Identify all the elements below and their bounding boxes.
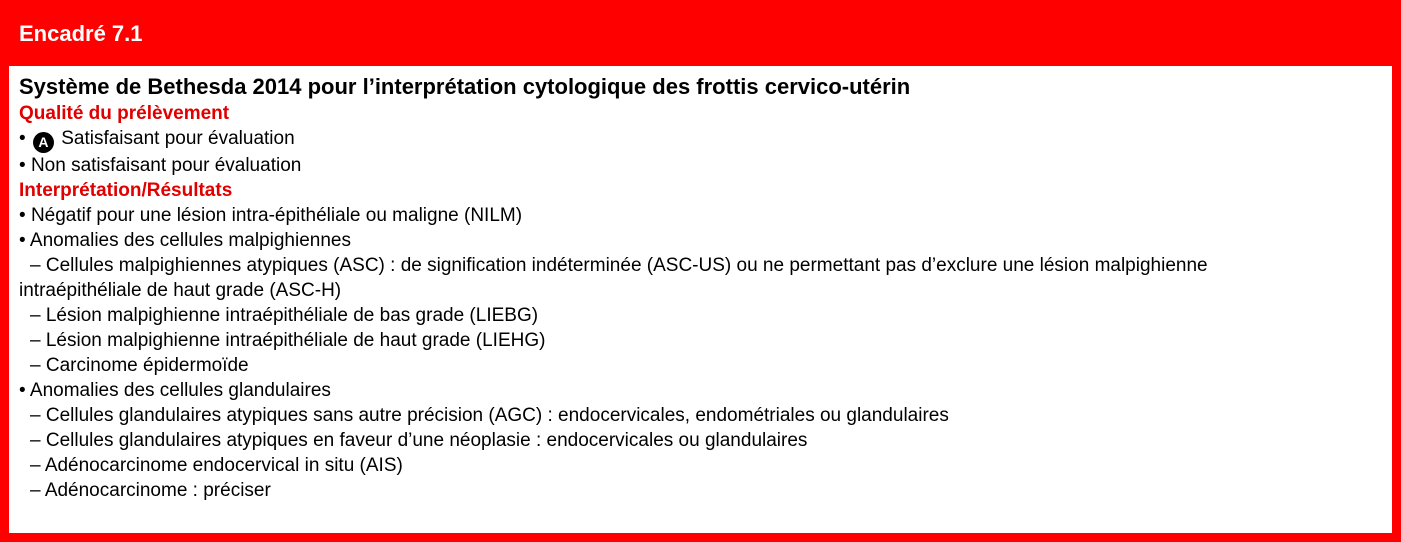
bullet: • (19, 155, 26, 176)
list-item (19, 378, 1392, 403)
sub-list-item (19, 253, 1329, 303)
sub-list-item-text: Carcinome épidermoïde (45, 355, 249, 376)
sub-list-item (19, 353, 1392, 378)
bullet: • (19, 230, 26, 251)
box-header (0, 0, 1401, 66)
sub-list-item-text: Adénocarcinome endocervical in situ (AIS) (44, 455, 403, 476)
dash: – (30, 330, 41, 351)
dash: – (30, 355, 41, 376)
sub-list-item (19, 303, 1392, 328)
list-item-text: Anomalies des cellules malpighiennes (29, 230, 351, 251)
list-item-text: Négatif pour une lésion intra-épithéliale ou maligne (NILM) (30, 205, 523, 226)
bullet: • (19, 128, 26, 149)
box-body (9, 66, 1392, 533)
sub-list-item (19, 453, 1392, 478)
box-label: Encadré 7.1 (19, 21, 143, 46)
sub-list-item-text: Cellules malpighiennes atypiques (ASC) : de signification indéterminée (ASC-US) ou ne permettant pas d’exclure une lésion malpighienne intraépithéliale de haut grade (ASC-H) (19, 255, 1208, 301)
list-item-text: Non satisfaisant pour évaluation (30, 155, 302, 176)
bullet: • (19, 205, 26, 226)
dash: – (30, 480, 41, 501)
list-item (19, 126, 1392, 153)
dash: – (30, 430, 41, 451)
list-item (19, 153, 1392, 178)
dash: – (30, 405, 41, 426)
dash: – (30, 255, 41, 276)
section-heading-interpretation: Interprétation/Résultats (19, 180, 233, 201)
sub-list-item-text: Cellules glandulaires atypiques sans autre précision (AGC) : endocervicales, endométriales ou glandulaires (45, 405, 949, 426)
list-item (19, 228, 1392, 253)
list-item (19, 203, 1392, 228)
list-item-text: Anomalies des cellules glandulaires (29, 380, 331, 401)
document-title: Système de Bethesda 2014 pour l’interprétation cytologique des frottis cervico-utérin (19, 74, 911, 99)
circled-a-icon: A (33, 132, 54, 153)
dash: – (30, 305, 41, 326)
sub-list-item (19, 328, 1392, 353)
section-heading-qualite: Qualité du prélèvement (19, 103, 230, 124)
sub-list-item (19, 478, 1392, 503)
sub-list-item (19, 428, 1392, 453)
dash: – (30, 455, 41, 476)
list-item-text: Satisfaisant pour évaluation (61, 128, 295, 149)
sub-list-item (19, 403, 1392, 428)
sub-list-item-text: Cellules glandulaires atypiques en faveur d’une néoplasie : endocervicales ou glandulaires (45, 430, 808, 451)
sub-list-item-text: Lésion malpighienne intraépithéliale de bas grade (LIEBG) (45, 305, 539, 326)
sub-list-item-text: Adénocarcinome : préciser (44, 480, 271, 501)
bullet: • (19, 380, 26, 401)
sub-list-item-text: Lésion malpighienne intraépithéliale de haut grade (LIEHG) (45, 330, 546, 351)
